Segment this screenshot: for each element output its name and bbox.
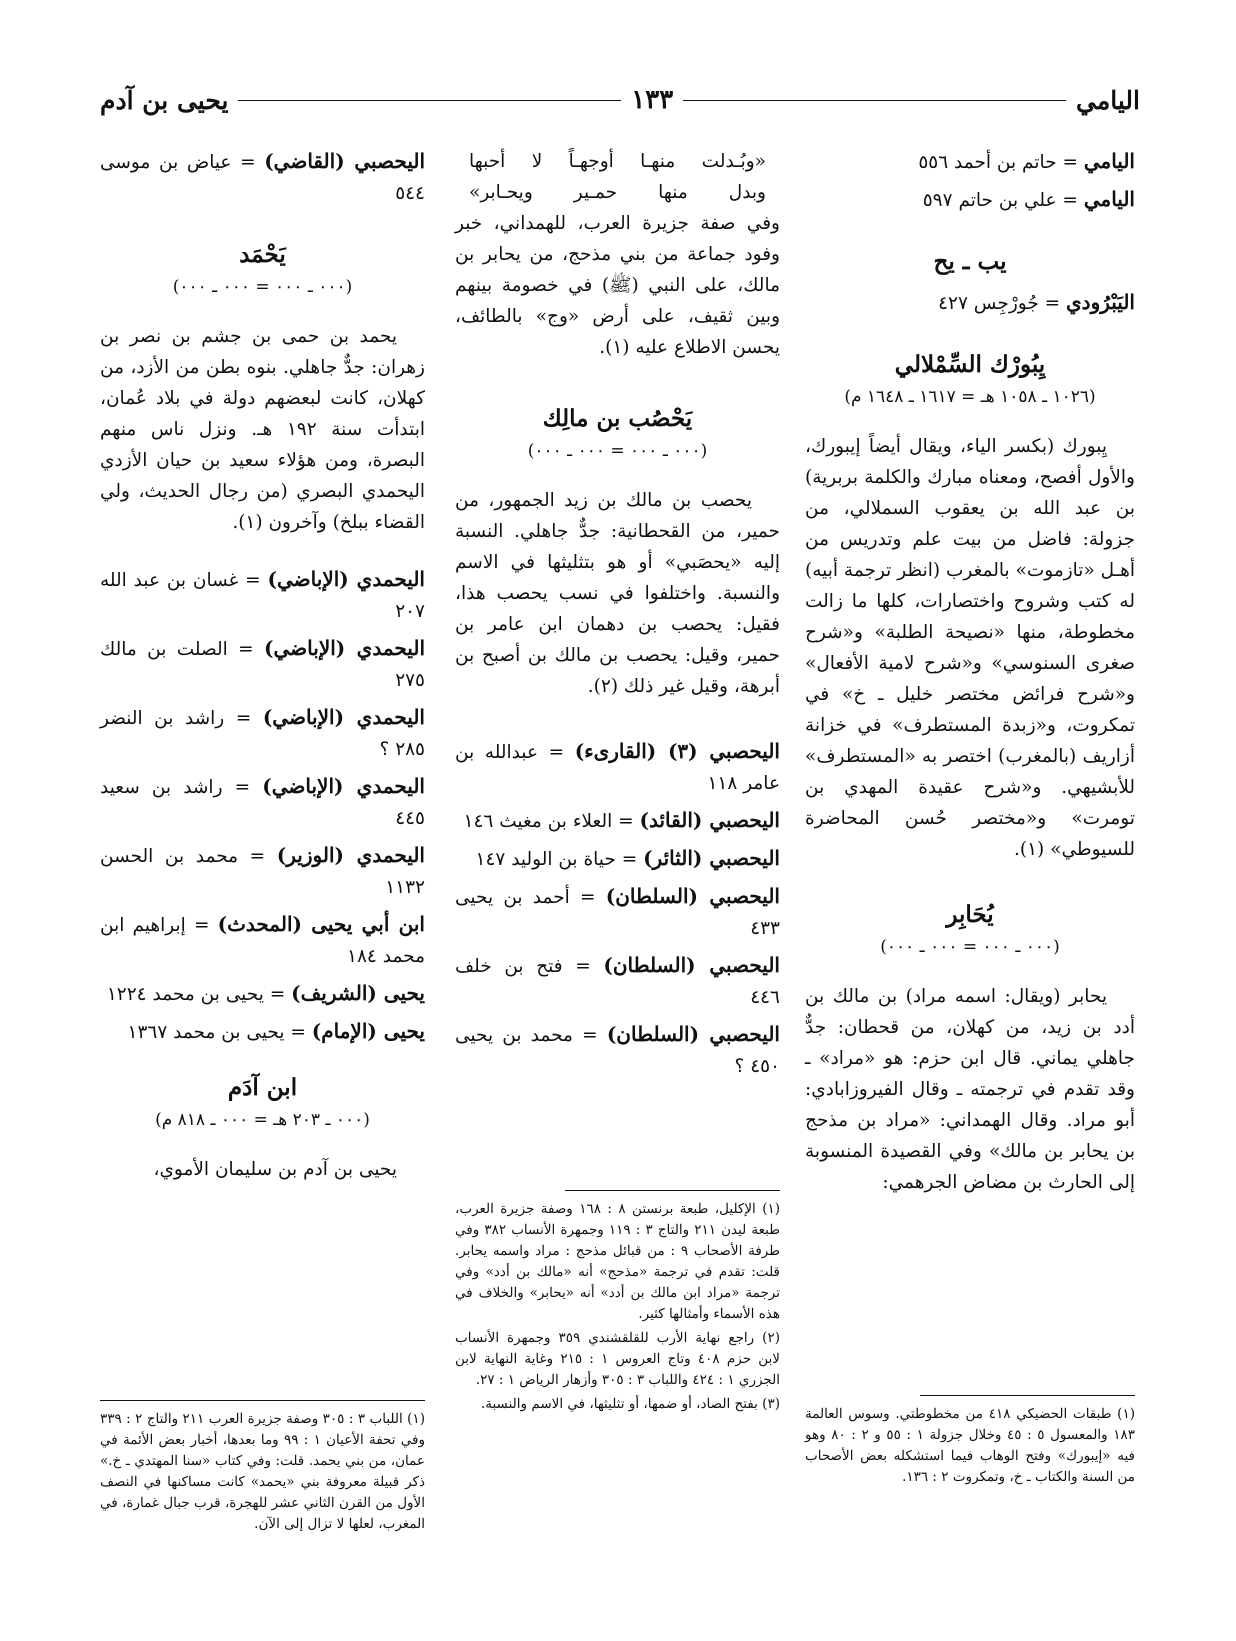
cross-reference-entry [100, 146, 425, 209]
cross-reference-entry [455, 881, 780, 944]
entry-name: اليامي [1083, 187, 1135, 211]
header-rule [683, 100, 1066, 101]
entry-name: اليحصبي (السلطان) [606, 1022, 780, 1046]
cross-reference-entry [455, 1019, 780, 1082]
biography-dates: (٠٠٠ ـ ٠٠٠ = ٠٠٠ ـ ٠٠٠) [527, 441, 708, 461]
footnote-rule [920, 1395, 1135, 1396]
entry-ref: = الصلت بن مالك ٢٧٥ [100, 639, 425, 691]
entry-name: اليحصبي (الثائر) [643, 846, 780, 870]
biography-title: يُحَابِر [946, 901, 994, 928]
entry-ref: = محمد بن الحسن ١١٣٢ [100, 846, 425, 898]
entry-ref: = جُورْجِس ٤٢٧ [938, 293, 1067, 314]
footnotes-right [805, 1395, 1135, 1491]
entry-name: يحيى (الشريف) [291, 981, 425, 1005]
entry-ref: = علي بن حاتم ٥٩٧ [922, 190, 1084, 211]
entry-ref: = العلاء بن مغيث ١٤٦ [463, 811, 640, 832]
biography-body: يحصب بن مالك بن زيد الجمهور، من حمير، من القحطانية: جدٌّ جاهلي. النسبة إليه «يحصَبي» أو هو بتثليثها في الاسم والنسبة. واختلفوا في نسب يحصب هذا، فقيل: يحصب بن دهمان ابن عامر بن حمير، وقيل: يحصب بن مالك بن أصبح بن أبرهة، وقيل غير ذلك (٢). [455, 490, 780, 697]
entry-name: اليحصبي (السلطان) [603, 953, 780, 977]
section-title: يب ـ يح [933, 248, 1007, 275]
entry-ref: = يحيى بن محمد ١٣٦٧ [127, 1022, 312, 1043]
entry-ref: = عبدالله بن عامر ١١٨ [455, 742, 780, 794]
entry-name: اليحصبي (٣) (القارىء) [574, 739, 780, 763]
entry-name: اليحمدي (الإباضي) [262, 705, 425, 729]
entry-ref: = عياض بن موسى ٥٤٤ [100, 152, 425, 204]
footnotes-middle [455, 1190, 780, 1418]
cross-reference-entry [100, 1016, 425, 1048]
footnote: (١) طبقات الحضيكي ٤١٨ من مخطوطتي. وسوس العالمة ١٨٣ والمعسول ٥ : ٤٥ وخلال جزولة ١ : ٥٥ و ٢ : ٨٠ وهو فيه «إيبورك» وفتح الوهاب فيما استشكله بعض الأصحاب من السنة والكتاب ـ خ، وتمكروت ٢ : ١٣٦. [805, 1406, 1135, 1485]
entry-ref: = حياة بن الوليد ١٤٧ [475, 849, 644, 870]
cross-reference-entry [100, 564, 425, 627]
biography-title: يَحْمَد [239, 241, 286, 268]
entry-ref: = أحمد بن يحيى ٤٣٣ [455, 887, 780, 939]
cross-reference-entry [805, 287, 1135, 319]
header-right-keyword: اليامي [1076, 85, 1140, 115]
entry-name: ابن أبي يحيى (المحدث) [217, 912, 425, 936]
cross-reference-entry [100, 978, 425, 1010]
entry-name: اليحصبي (السلطان) [605, 884, 780, 908]
header-rule [238, 100, 621, 101]
biography-body: يحابر (ويقال: اسمه مراد) بن مالك بن أدد بن زيد، من كهلان، من قحطان: جدٌّ جاهلي يماني. قال ابن حزم: هو «مراد» ـ وقد تقدم في ترجمته ـ وقال الفيروزابادي: أبو مراد. وقال الهمداني: «مراد بن مذحج بن يحابر بن مالك» وفي القصيدة المنسوبة إلى الحارث بن مضاض الجرهمي: [805, 986, 1135, 1193]
entry-ref: = محمد بن يحيى ٤٥٠ ؟ [455, 1025, 780, 1077]
column-left [100, 146, 425, 1185]
entry-name: يحيى (الإمام) [311, 1019, 425, 1043]
entry-ref: = حاتم بن أحمد ٥٥٦ [918, 152, 1084, 173]
biography-body: يحمد بن حمى بن جشم بن نصر بن زهران: جدٌّ جاهلي. بنوه بطن من الأزد، من كهلان، كانت لبعضهم دولة في بلاد عُمان، ابتدأت سنة ١٩٢ هـ. ونزل ناس منهم البصرة، ومن هؤلاء سعيد بن حيان الأزدي اليحمدي البصري (من رجال الحديث، ولي القضاء ببلخ) وآخرون (١). [100, 326, 425, 533]
entry-name: اليحمدي (الإباضي) [262, 774, 425, 798]
cross-reference-entry [100, 702, 425, 765]
cross-reference-entry [455, 736, 780, 799]
entry-name: اليحمدي (الوزير) [276, 843, 425, 867]
entry-name: اليحصبي (القائد) [639, 808, 780, 832]
cross-reference-entry [805, 184, 1135, 216]
cross-reference-entry [455, 950, 780, 1013]
footnote-rule [565, 1190, 780, 1191]
cross-reference-entry [100, 771, 425, 834]
biography-body: يِبورك (بكسر الياء، ويقال أيضاً إيبورك، والأول أفصح، ومعناه مبارك والكلمة بربرية) بن عبد الله بن يعقوب السملالي، من جزولة: فاضل من بيت علم وتدريس من أهـل «تازموت» بالمغرب (انظر ترجمة أبيه) له كتب وشروح واختصارات، كلها ما زالت مخطوطة، منها «نصيحة الطلبة» و«شرح صغرى السنوسي» و«شرح لامية الأفعال» و«شرح فرائض مختصر خليل ـ خ» في تمكروت، و«زبدة المستطرف» في خزانة أزاريف (بالمغرب) اختصر به «المستطرف» للأبشيهي. و«شرح عقيدة المهدي بن تومرت» و«مختصر حُسن المحاضرة للسيوطي» (١). [805, 436, 1135, 860]
entry-name: اليحمدي (الإباضي) [267, 567, 425, 591]
entry-ref: = راشد بن سعيد ٤٤٥ [100, 777, 425, 829]
poem-verse: وبدل منها حمـير ويحـابر» [469, 182, 766, 203]
footnote: (١) اللباب ٣ : ٣٠٥ وصفة جزيرة العرب ٢١١ والتاج ٢ : ٣٣٩ وفي تحفة الأعيان ١ : ٩٩ وما بعدها، أخبار بعض الأئمة في عمان، من بني يحمد. قلت: وفي كتاب «سنا المهتدي ـ خ.» ذكر قبيلة معروفة بني «يحمد» كانت مساكنها في النصف الأول من القرن الثاني عشر للهجرة، قرب جبال غمارة، في المغرب، لعلها لا تزال إلى الآن. [100, 1411, 425, 1532]
entry-ref: = غسان بن عبد الله ٢٠٧ [100, 570, 425, 622]
page-number: ١٣٣ [631, 85, 674, 115]
footnotes-left [100, 1400, 425, 1538]
biography-title: يِبُورْك السِّمْلالي [894, 351, 1046, 378]
column-middle [455, 146, 780, 1088]
biography-dates: (٠٠٠ ـ ٠٠٠ = ٠٠٠ ـ ٠٠٠) [172, 277, 353, 297]
entry-name: اليامي [1083, 149, 1135, 173]
biography-title: يَحْصُب بن مالِك [542, 405, 693, 432]
footnote-rule [100, 1400, 425, 1401]
footnote: (٣) بفتح الصاد، أو ضمها، أو تثليثها، في الاسم والنسبة. [480, 1396, 780, 1412]
cross-reference-entry [805, 146, 1135, 178]
entry-ref: = يحيى بن محمد ١٢٢٤ [106, 984, 292, 1005]
biography-dates: (٠٠٠ ـ ٠٠٠ = ٠٠٠ ـ ٠٠٠) [880, 937, 1060, 957]
header-left-keyword: يحيى بن آدم [99, 85, 229, 115]
cross-reference-entry [455, 805, 780, 837]
cross-reference-entry [455, 843, 780, 875]
cross-reference-entry [100, 909, 425, 972]
biography-dates: (٠٠٠ ـ ٢٠٣ هـ = ٠٠٠ ـ ٨١٨ م) [155, 1110, 370, 1130]
footnote: (٢) راجع نهاية الأرب للقلقشندي ٣٥٩ وجمهرة الأنساب لابن حزم ٤٠٨ وتاج العروس ١ : ٢١٥ وغاية النهاية لابن الجزري ١ : ٤٢٤ واللباب ٣ : ٣٠٥ وأزهار الرياض ١ : ٢٧. [455, 1330, 780, 1388]
poem-verse: «وبُـدلت منهـا أوجهـاً لا أحبها [469, 151, 766, 172]
entry-ref: = فتح بن خلف ٤٤٦ [455, 956, 780, 1008]
entry-ref: = إبراهيم ابن محمد ١٨٤ [100, 915, 425, 967]
entry-name: اليحمدي (الإباضي) [264, 636, 425, 660]
entry-ref: = راشد بن النضر ٢٨٥ ؟ [100, 708, 425, 760]
page-header [100, 80, 1140, 120]
biography-title: ابن آدَم [227, 1074, 298, 1101]
footnote: (١) الإكليل، طبعة برنستن ٨ : ١٦٨ وصفة جزيرة العرب، طبعة ليدن ٢١١ والتاج ٣ : ١١٩ وجمهرة الأنساب ٣٨٢ وفي طرفة الأصحاب ٩ : من قبائل مذحج : مراد واسمه يحابر. قلت: تقدم في ترجمة «مذحج» أنه «مالك بن أدد» وفي ترجمة «مراد ابن مالك بن أدد» أنه «يحابر» والخلاف في هذه الأسماء وأمثالها كثير. [455, 1201, 781, 1322]
cross-reference-entry [100, 840, 425, 903]
entry-name: اليحصبي (القاضي) [264, 149, 425, 173]
biography-dates: (١٠٢٦ ـ ١٠٥٨ هـ = ١٦١٧ ـ ١٦٤٨ م) [844, 387, 1096, 407]
paragraph: وفي صفة جزيرة العرب، للهمداني، خبر وفود جماعة من بني مذحج، من يحابر بن مالك، على النبي (ﷺ) في خصومة بينهم وبين ثقيف، على أرض «وج» بالطائف، يحسن الاطلاع عليه (١). [455, 213, 780, 358]
cross-reference-entry [100, 633, 425, 696]
entry-name: اليَبْرُودي [1066, 290, 1135, 314]
column-right [805, 146, 1135, 1198]
biography-body: يحيى بن آدم بن سليمان الأموي، [153, 1159, 397, 1180]
